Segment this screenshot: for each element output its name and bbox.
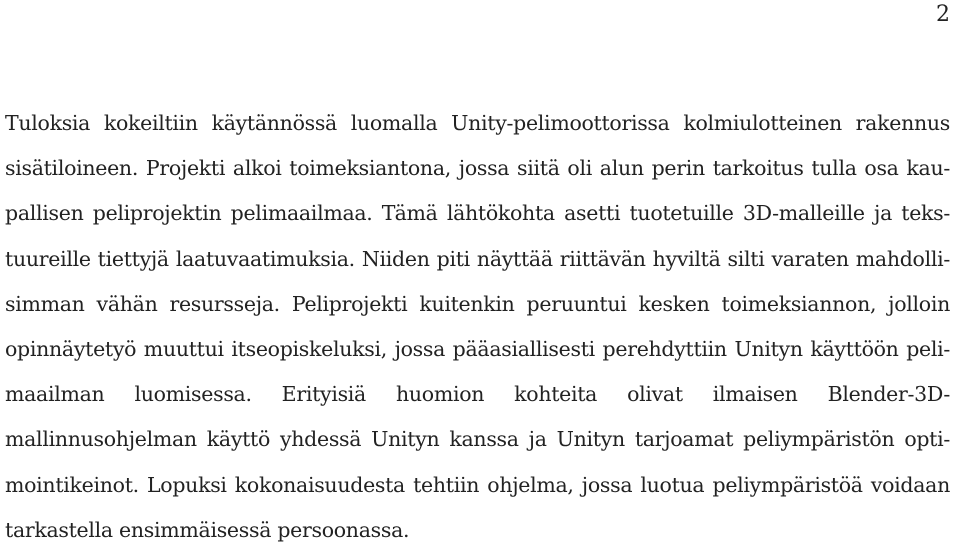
paragraph-line: mointikeinot. Lopuksi kokonaisuudesta tehtiin ohjelma, jossa luotua peliympäristöä voidaan — [5, 472, 950, 497]
paragraph-line: simman vähän resursseja. Peliprojekti kuitenkin peruuntui kesken toimeksiannon, jolloin — [5, 291, 950, 316]
paragraph-line: tuureille tiettyjä laatuvaatimuksia. Niiden piti näyttää riittävän hyviltä silti varaten mahdolli- — [5, 246, 950, 271]
paragraph-line: sisätiloineen. Projekti alkoi toimeksiantona, jossa siitä oli alun perin tarkoitus tulla osa kau- — [5, 156, 950, 181]
paragraph-line: mallinnusohjelman käyttö yhdessä Unityn kanssa ja Unityn tarjoamat peliympäristön opti- — [5, 427, 950, 452]
paragraph-line: Tuloksia kokeiltiin käytännössä luomalla Unity-pelimoottorissa kolmiulotteinen rakennus — [5, 111, 950, 135]
body-paragraph — [5, 101, 950, 553]
page-number: 2 — [936, 2, 950, 27]
paragraph-line: tarkastella ensimmäisessä persoonassa. — [5, 517, 410, 542]
paragraph-line: pallisen peliprojektin pelimaailmaa. Tämä lähtökohta asetti tuotetuille 3D-malleille ja teks- — [5, 201, 950, 226]
paragraph-line: opinnäytetyö muuttui itseopiskeluksi, jossa pääasiallisesti perehdyttiin Unityn käyttöön peli- — [5, 337, 950, 362]
paragraph-line: maailman luomisessa. Erityisiä huomion kohteita olivat ilmaisen Blender-3D- — [5, 382, 950, 407]
